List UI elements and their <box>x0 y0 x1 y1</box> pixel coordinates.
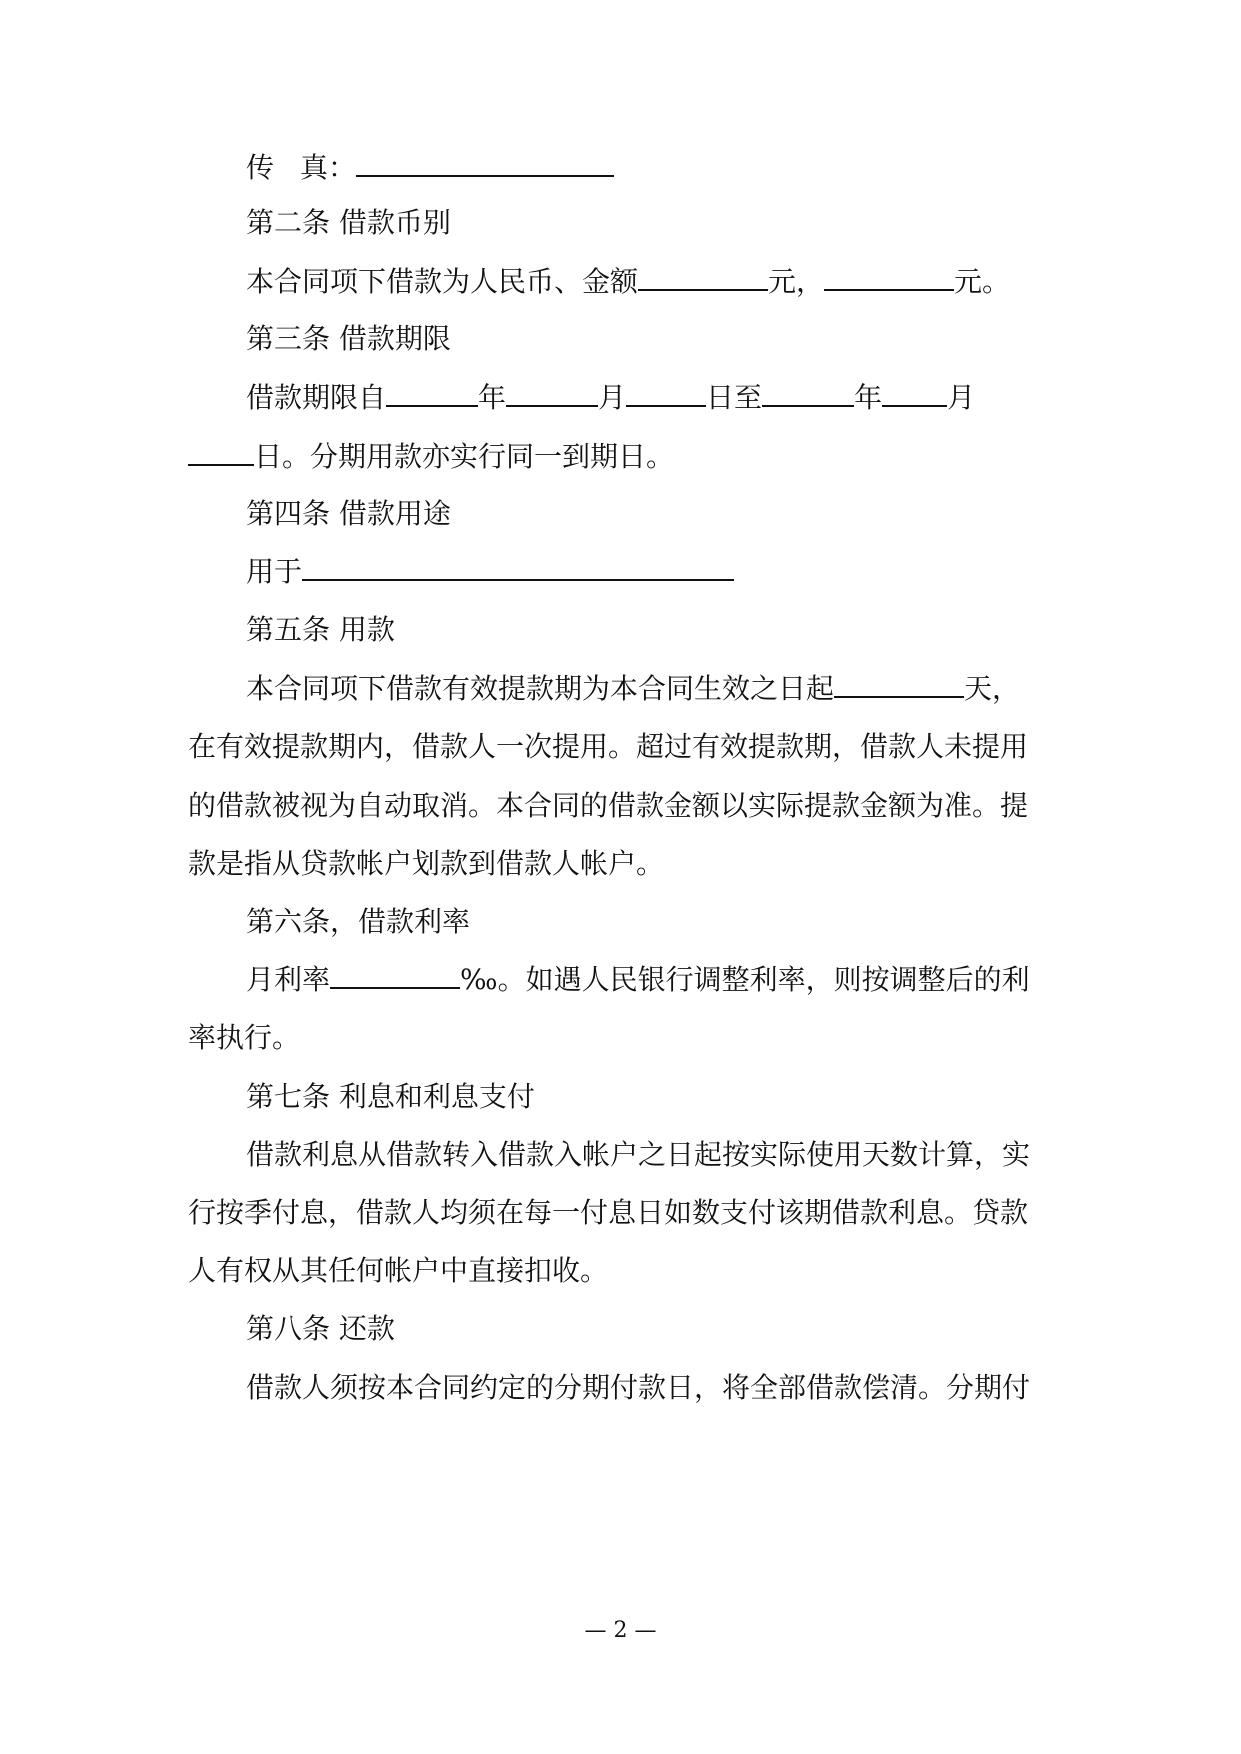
fax-label-char1: 传 <box>246 151 275 184</box>
paragraph-line: 率执行。 <box>188 1021 301 1054</box>
purpose-blank[interactable] <box>302 553 734 581</box>
start-day-blank[interactable] <box>626 379 706 407</box>
page-number: — 2 — <box>584 1618 657 1643</box>
paragraph-line: 人有权从其任何帐户中直接扣收。 <box>188 1254 609 1287</box>
article-2-body <box>246 262 1010 302</box>
paragraph-line: 款是指从贷款帐户划款到借款人帐户。 <box>188 847 665 880</box>
amount-text: 本合同项下借款为人民币、金额 <box>246 265 639 298</box>
purpose-label: 用于 <box>246 555 303 588</box>
day-to-text: 日至 <box>706 381 763 414</box>
article-5-heading: 第五条 用款 <box>246 613 395 646</box>
year-text-1: 年 <box>478 381 507 414</box>
interest-rate-line <box>246 960 1030 1000</box>
end-year-blank[interactable] <box>762 379 854 407</box>
article-8-heading: 第八条 还款 <box>246 1312 395 1345</box>
loan-term-line-2 <box>188 437 674 477</box>
fax-label-char2: 真： <box>300 151 357 184</box>
end-day-blank[interactable] <box>188 438 254 466</box>
amount-blank-2[interactable] <box>824 263 954 291</box>
year-text-2: 年 <box>854 381 883 414</box>
article-3-heading: 第三条 借款期限 <box>246 322 451 355</box>
amount-blank-1[interactable] <box>638 263 768 291</box>
fax-blank[interactable] <box>356 149 614 177</box>
article-7-heading: 第七条 利息和利息支付 <box>246 1080 535 1113</box>
monthly-rate-blank[interactable] <box>330 961 460 989</box>
start-year-blank[interactable] <box>386 379 478 407</box>
article-4-heading: 第四条 借款用途 <box>246 497 451 530</box>
withdrawal-period-line <box>246 669 1020 709</box>
rate-adjust-text: ‰。如遇人民银行调整利率，则按调整后的利 <box>460 963 1030 996</box>
article-6-heading: 第六条，借款利率 <box>246 905 471 938</box>
purpose-line <box>246 552 734 592</box>
yuan-text-2: 元。 <box>954 265 1011 298</box>
start-month-blank[interactable] <box>506 379 598 407</box>
yuan-text-1: 元， <box>768 265 825 298</box>
paragraph-line: 借款人须按本合同约定的分期付款日，将全部借款偿清。分期付 <box>246 1371 1031 1404</box>
paragraph-line: 的借款被视为自动取消。本合同的借款金额以实际提款金额为准。提 <box>188 789 1029 822</box>
month-text-2: 月 <box>947 381 976 414</box>
paragraph-line: 行按季付息，借款人均须在每一付息日如数支付该期借款利息。贷款 <box>188 1196 1029 1229</box>
withdrawal-days-blank[interactable] <box>834 670 964 698</box>
paragraph-line: 借款利息从借款转入借款入帐户之日起按实际使用天数计算，实 <box>246 1138 1031 1171</box>
paragraph-line: 在有效提款期内，借款人一次提用。超过有效提款期，借款人未提用 <box>188 730 1029 763</box>
month-text-1: 月 <box>598 381 627 414</box>
withdrawal-text: 本合同项下借款有效提款期为本合同生效之日起 <box>246 672 835 705</box>
fax-line <box>246 148 614 188</box>
loan-term-line <box>246 378 975 418</box>
end-month-blank[interactable] <box>882 379 947 407</box>
article-2-heading: 第二条 借款币别 <box>246 206 451 239</box>
due-date-text: 日。分期用款亦实行同一到期日。 <box>254 440 675 473</box>
term-from-text: 借款期限自 <box>246 381 387 414</box>
days-text: 天， <box>964 672 1021 705</box>
monthly-rate-label: 月利率 <box>246 963 331 996</box>
